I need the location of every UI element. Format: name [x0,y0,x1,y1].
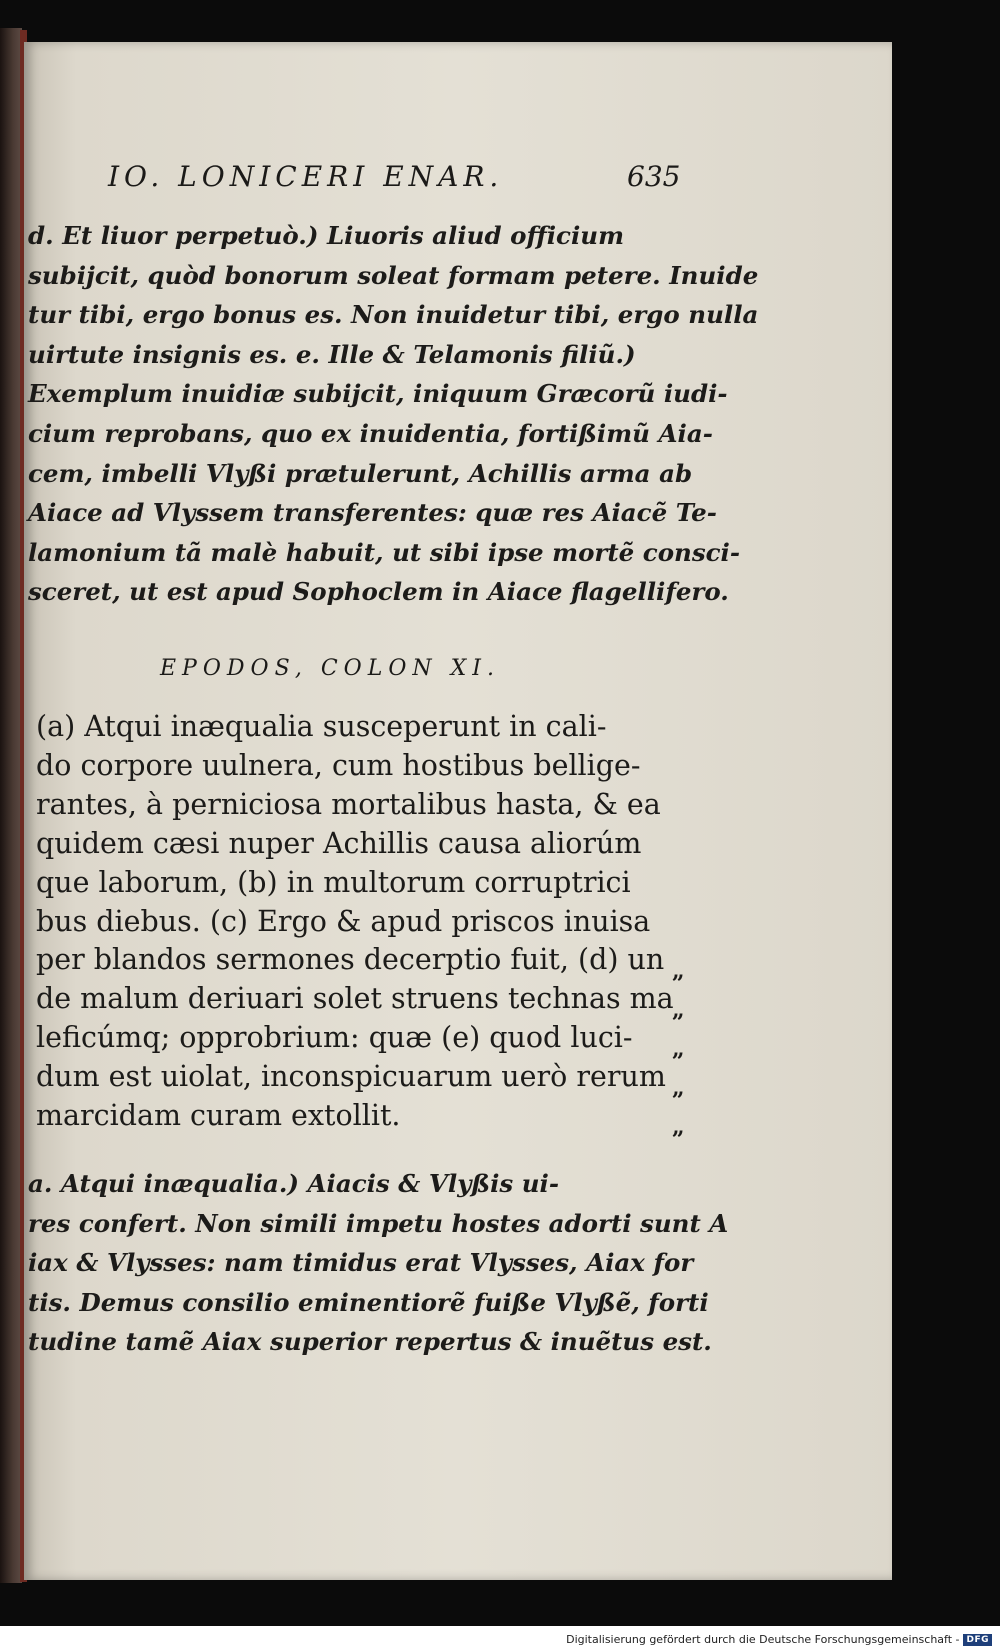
footer-bar [0,1626,1000,1650]
text-line: rantes, à perniciosa mortalibus hasta, & ea [36,787,661,821]
text-line: tur tibi, ergo bonus es. Non inuidetur tibi, ergo nulla [28,300,759,330]
text-line: dum est uiolat, inconspicuarum uerò rerum [36,1060,666,1094]
text-line: bus diebus. (c) Ergo & apud priscos inuisa [36,904,651,938]
text-line: (a) Atqui inæqualia susceperunt in cali- [36,710,607,743]
book-page [24,42,892,1580]
quote-mark: „ [672,958,685,984]
running-head: IO. LONICERI ENAR. [108,160,504,193]
text-line: uirtute insignis es. e. Ille & Telamonis filiũ.) [28,339,636,369]
funding-credit [566,1633,992,1646]
text-line: quidem cæsi nuper Achillis causa aliorúm [36,826,642,860]
text-line: subijcit, quòd bonorum soleat formam petere. Inuide [28,260,759,290]
quote-mark: „ [672,1074,685,1101]
commentary-block-2 [24,1164,892,1362]
text-line: a. Atqui inæqualia.) Aiacis & Vlyßis ui- [28,1169,559,1198]
page-number: 635 [627,160,681,193]
text-line: Aiace ad Vlyssem transferentes: quæ res Aiacẽ Te- [28,498,717,528]
text-line: leficúmq; opprobrium: quæ (e) quod luci- [36,1021,633,1055]
text-line: do corpore uulnera, cum hostibus bellige- [36,748,641,782]
text-line: iax & Vlysses: nam timidus erat Vlysses, Aiax for [28,1248,694,1278]
commentary-block-1 [24,216,892,612]
section-heading: EPODOS, COLON XI. [160,656,500,681]
text-line: tudine tamẽ Aiax superior repertus & inuẽtus est. [28,1327,712,1357]
text-line: de malum deriuari solet struens technas ma [36,982,674,1016]
text-line: per blandos sermones decerptio fuit, (d) un [36,943,665,977]
text-line: cium reprobans, quo ex inuidentia, fortißimũ Aia- [28,418,713,448]
quote-mark: „ [672,1035,685,1062]
text-line: que laborum, (b) in multorum corruptrici [36,865,631,899]
quote-mark: „ [672,996,685,1023]
text-line: cem, imbelli Vlyßi prætulerunt, Achillis arma ab [28,458,693,488]
text-line: sceret, ut est apud Sophoclem in Aiace flagellifero. [28,577,729,607]
text-line: tis. Demus consilio eminentiorẽ fuiße Vlyßẽ, forti [28,1287,709,1317]
text-line: lamonium tã malè habuit, ut sibi ipse mortẽ consci- [28,537,741,567]
text-line: marcidam curam extollit. [36,1099,401,1133]
translation-block [24,708,892,1136]
text-line: res confert. Non simili impetu hostes adorti sunt A [28,1208,729,1238]
page-header [24,160,892,200]
quote-mark: „ [672,1113,685,1140]
dfg-logo: DFG [963,1634,992,1646]
book-edge [0,28,22,1583]
quotation-marks-column [672,952,685,1147]
text-line: Exemplum inuidiæ subijcit, iniquum Græcorũ iudi- [28,379,728,409]
funding-credit-text: Digitalisierung gefördert durch die Deutsche Forschungsgemeinschaft - [566,1633,960,1646]
text-line: d. Et liuor perpetuò.) Liuoris aliud officium [28,221,625,250]
